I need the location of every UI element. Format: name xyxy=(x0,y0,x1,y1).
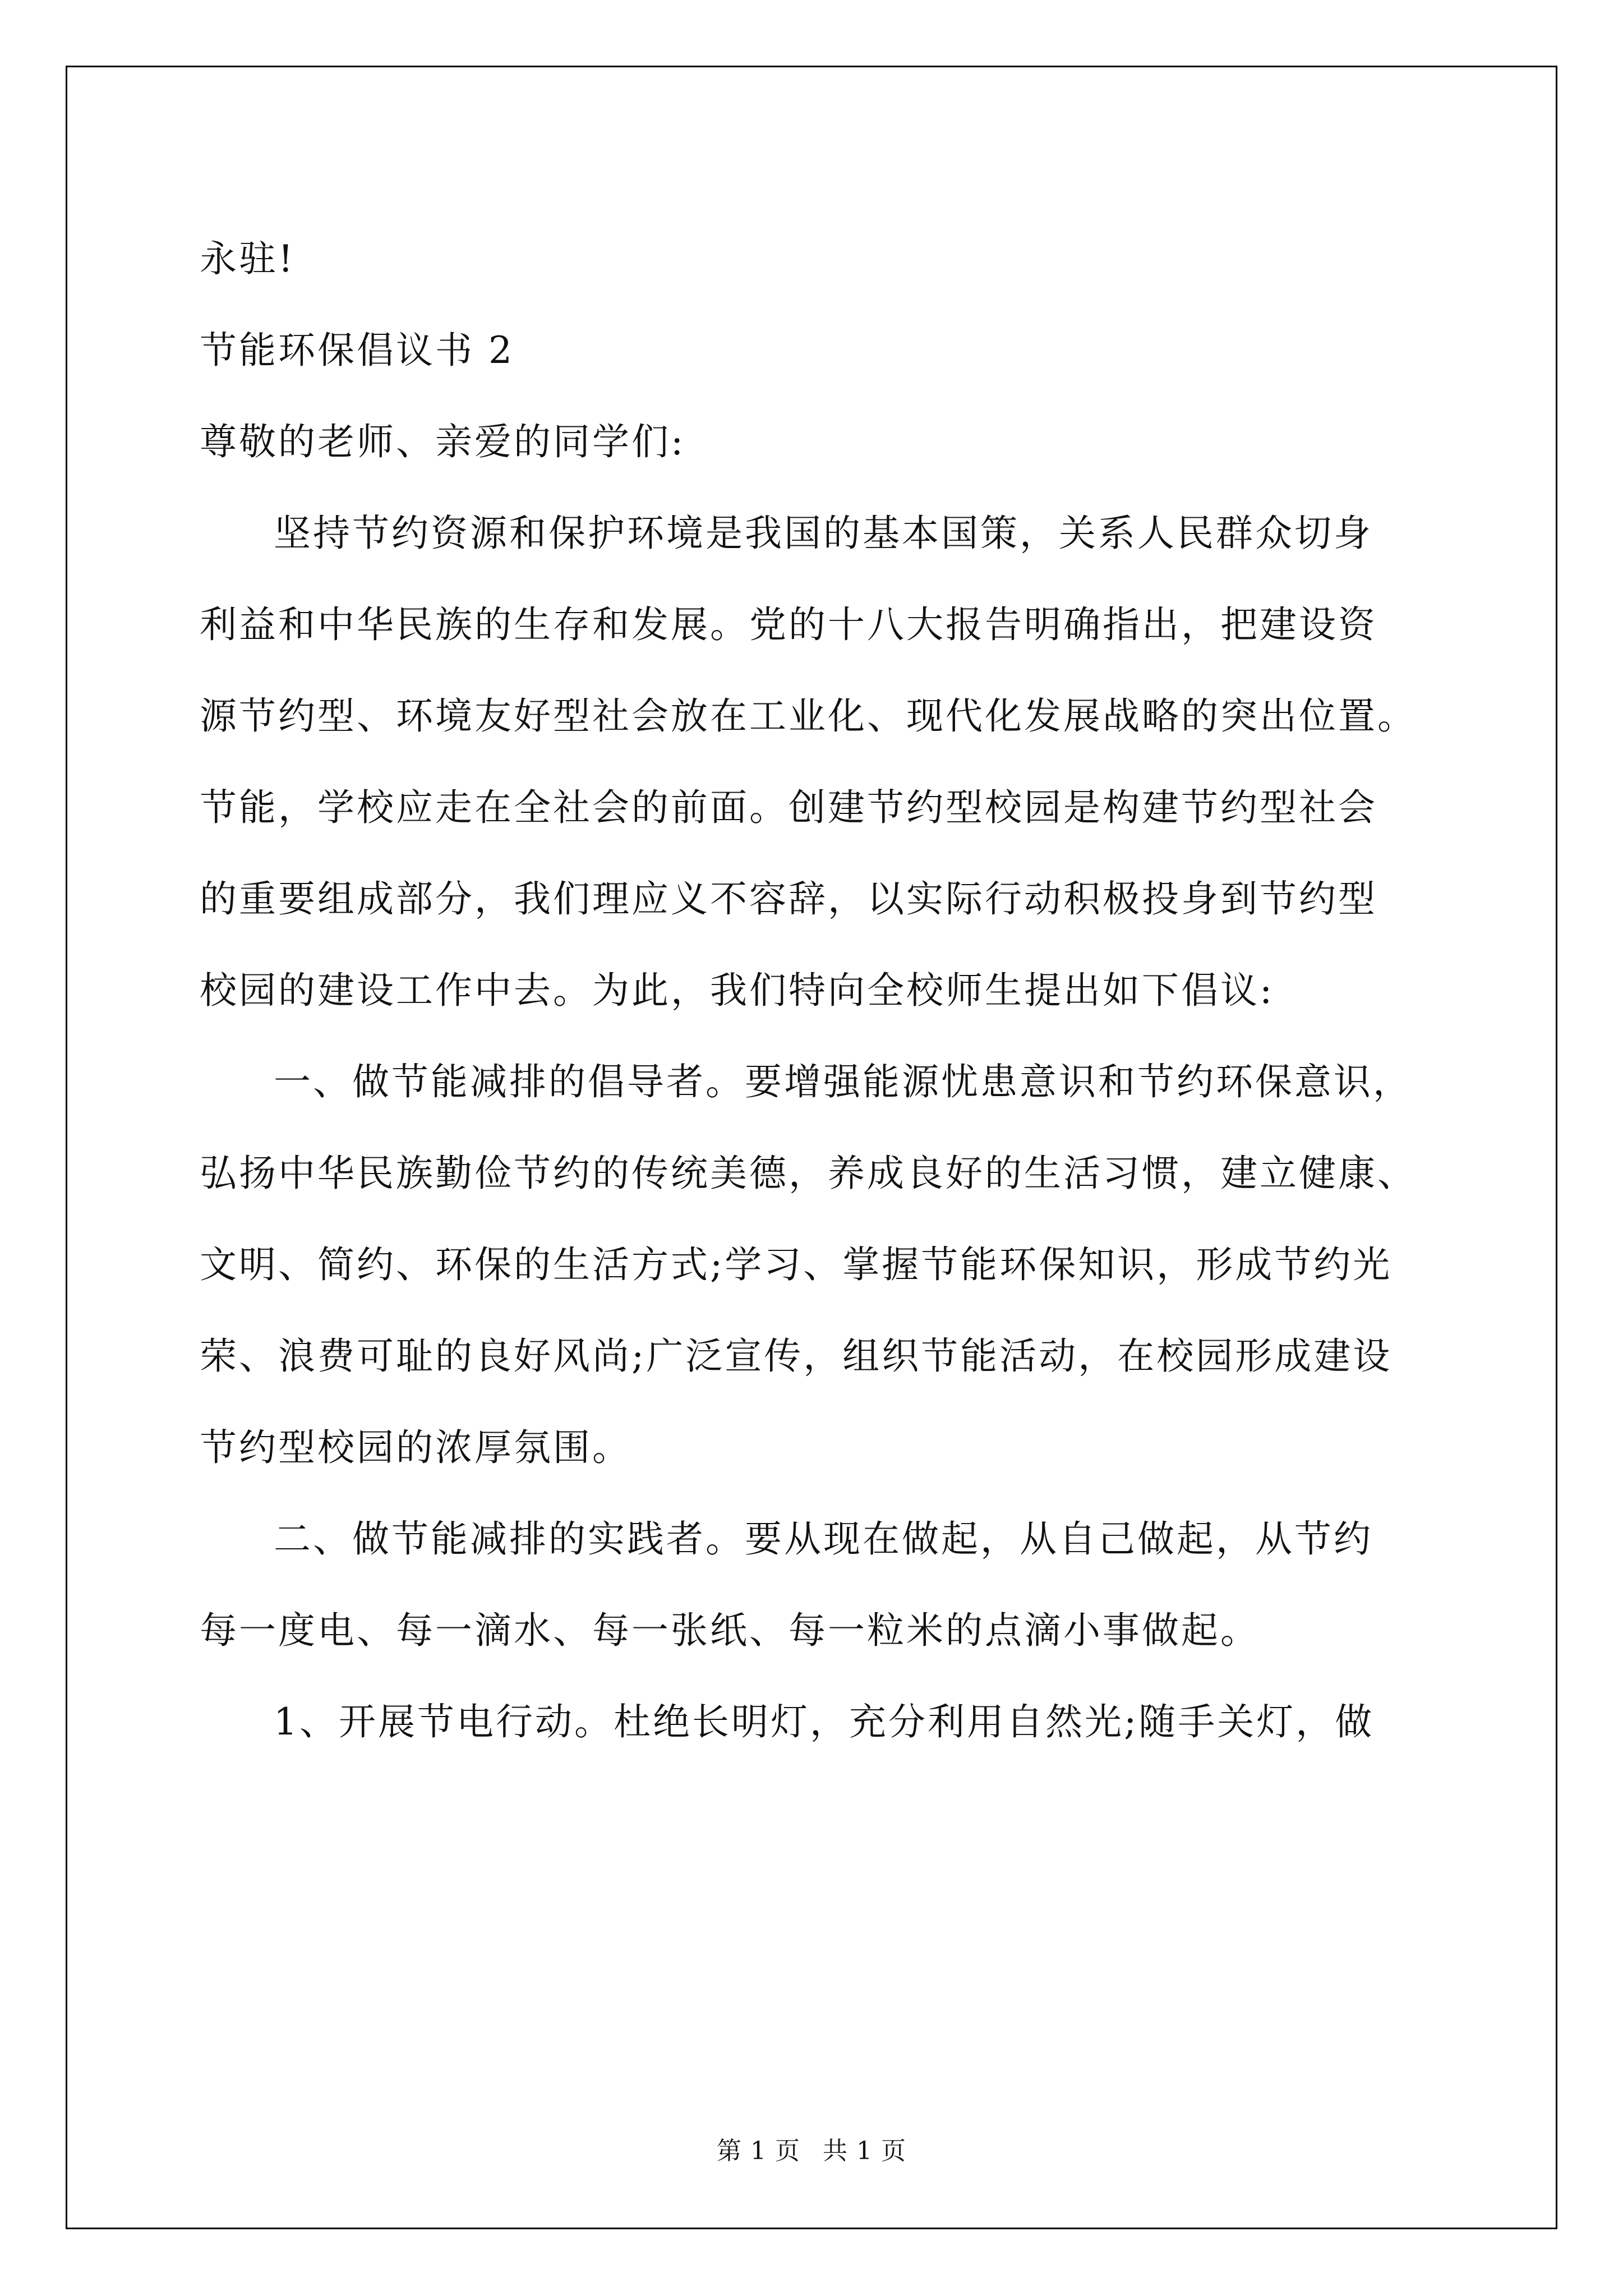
paragraph-line: 文明、简约、环保的生活方式;学习、掌握节能环保知识，形成节约光 xyxy=(200,1243,1393,1286)
paragraph-line: 一、做节能减排的倡导者。要增强能源忧患意识和节约环保意识， xyxy=(274,1060,1412,1103)
paragraph-line: 坚持节约资源和保护环境是我国的基本国策，关系人民群众切身 xyxy=(274,512,1373,555)
paragraph-line: 每一度电、每一滴水、每一张纸、每一粒米的点滴小事做起。 xyxy=(200,1609,1260,1652)
page-footer xyxy=(0,2134,1623,2168)
paragraph-line: 弘扬中华民族勤俭节约的传统美德，养成良好的生活习惯，建立健康、 xyxy=(200,1152,1417,1195)
page-number: 第 1 页 xyxy=(717,2137,800,2165)
paragraph-line: 1、开展节电行动。杜绝长明灯，充分利用自然光;随手关灯，做 xyxy=(274,1700,1375,1743)
paragraph-line: 荣、浪费可耻的良好风尚;广泛宣传，组织节能活动，在校园形成建设 xyxy=(200,1335,1393,1378)
paragraph-line: 的重要组成部分，我们理应义不容辞，以实际行动积极投身到节约型 xyxy=(200,877,1377,921)
text-line: 永驻! xyxy=(200,237,296,280)
paragraph-line: 源节约型、环境友好型社会放在工业化、现代化发展战略的突出位置。 xyxy=(200,694,1417,738)
page-total: 共 1 页 xyxy=(823,2137,906,2165)
section-title: 节能环保倡议书 2 xyxy=(200,329,514,372)
paragraph-line: 二、做节能减排的实践者。要从现在做起，从自己做起，从节约 xyxy=(274,1517,1373,1561)
salutation: 尊敬的老师、亲爱的同学们: xyxy=(200,420,686,463)
paragraph-line: 节能，学校应走在全社会的前面。创建节约型校园是构建节约型社会 xyxy=(200,786,1377,829)
paragraph-line: 校园的建设工作中去。为此，我们特向全校师生提出如下倡议: xyxy=(200,969,1275,1012)
document-body xyxy=(200,213,1428,1768)
paragraph-line: 节约型校园的浓厚氛围。 xyxy=(200,1426,631,1469)
paragraph-line: 利益和中华民族的生存和发展。党的十八大报告明确指出，把建设资 xyxy=(200,603,1377,646)
